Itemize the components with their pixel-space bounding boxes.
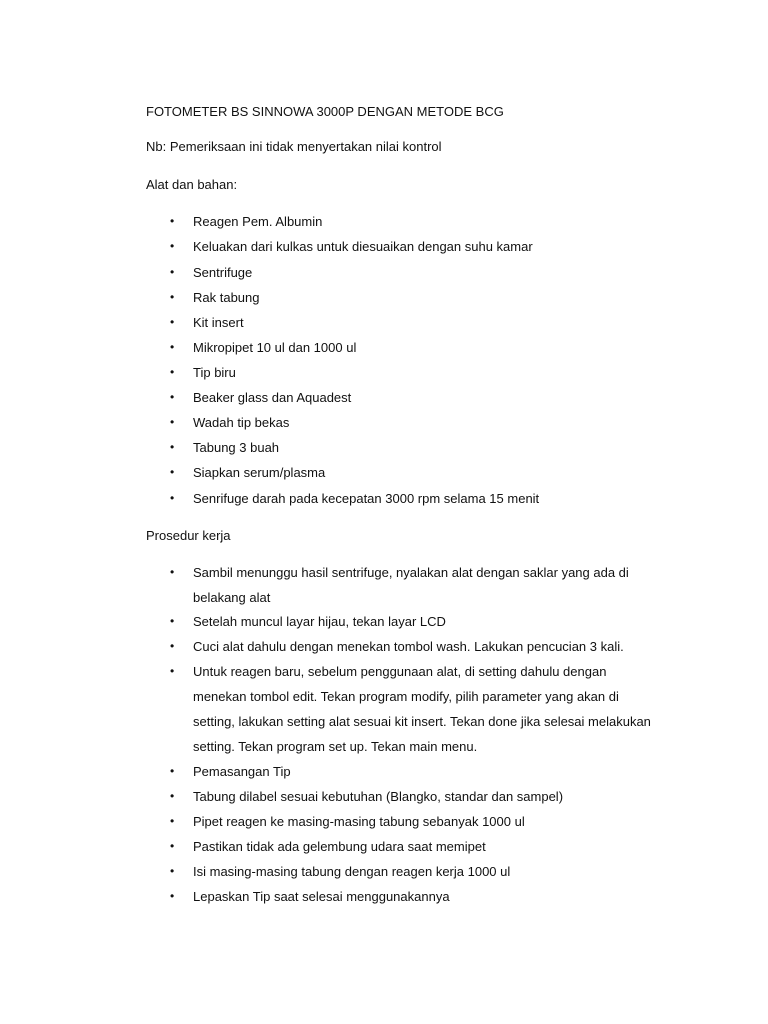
list-item-text: Sentrifuge <box>193 265 253 280</box>
note-text: Nb: Pemeriksaan ini tidak menyertakan nilai kontrol <box>146 139 442 154</box>
bullet-icon: • <box>170 290 175 304</box>
bullet-icon: • <box>170 265 175 279</box>
list-item-text: Pipet reagen ke masing-masing tabung sebanyak 1000 ul <box>193 814 525 829</box>
bullet-icon: • <box>170 889 175 903</box>
bullet-icon: • <box>170 214 175 228</box>
list-item-text: Tip biru <box>193 365 236 380</box>
list-item-text: Cuci alat dahulu dengan menekan tombol wash. Lakukan pencucian 3 kali. <box>193 639 624 654</box>
list-item-text: Kit insert <box>193 315 244 330</box>
bullet-icon: • <box>170 664 175 678</box>
bullet-icon: • <box>170 565 175 579</box>
list-item-text: Pastikan tidak ada gelembung udara saat memipet <box>193 839 486 854</box>
list-item-text: Setelah muncul layar hijau, tekan layar LCD <box>193 614 446 629</box>
list-item-text: Tabung 3 buah <box>193 440 280 455</box>
bullet-icon: • <box>170 839 175 853</box>
list-item-text: Lepaskan Tip saat selesai menggunakannya <box>193 889 450 904</box>
bullet-icon: • <box>170 390 175 404</box>
bullet-icon: • <box>170 639 175 653</box>
list-item-text: Untuk reagen baru, sebelum penggunaan alat, di setting dahulu dengan menekan tombol edit. Tekan program modify, pilih parameter yang akan di setting, lakukan setting alat sesuai kit insert. Tekan done jika selesai melakukan setting. Tekan program set up. Tekan main menu. <box>193 664 651 754</box>
list-item-text: Sambil menunggu hasil sentrifuge, nyalakan alat dengan saklar yang ada di belakang alat <box>193 565 629 605</box>
list-item-text: Mikropipet 10 ul dan 1000 ul <box>193 340 357 355</box>
bullet-icon: • <box>170 365 175 379</box>
list-item-text: Keluakan dari kulkas untuk diesuaikan dengan suhu kamar <box>193 239 533 254</box>
bullet-icon: • <box>170 415 175 429</box>
document-title: FOTOMETER BS SINNOWA 3000P DENGAN METODE BCG <box>146 104 504 119</box>
list-item-text: Pemasangan Tip <box>193 764 291 779</box>
bullet-icon: • <box>170 340 175 354</box>
list-item-text: Rak tabung <box>193 290 260 305</box>
bullet-icon: • <box>170 789 175 803</box>
list-item-text: Tabung dilabel sesuai kebutuhan (Blangko, standar dan sampel) <box>193 789 564 804</box>
bullet-icon: • <box>170 465 175 479</box>
bullet-icon: • <box>170 491 175 505</box>
bullet-icon: • <box>170 239 175 253</box>
bullet-icon: • <box>170 315 175 329</box>
procedure-heading: Prosedur kerja <box>146 528 231 543</box>
list-item-text: Wadah tip bekas <box>193 415 290 430</box>
list-item-text: Beaker glass dan Aquadest <box>193 390 352 405</box>
list-item-text: Isi masing-masing tabung dengan reagen kerja 1000 ul <box>193 864 511 879</box>
list-item-text: Senrifuge darah pada kecepatan 3000 rpm selama 15 menit <box>193 491 540 506</box>
materials-heading: Alat dan bahan: <box>146 177 238 192</box>
bullet-icon: • <box>170 440 175 454</box>
bullet-icon: • <box>170 614 175 628</box>
bullet-icon: • <box>170 814 175 828</box>
bullet-icon: • <box>170 764 175 778</box>
list-item-text: Siapkan serum/plasma <box>193 465 326 480</box>
bullet-icon: • <box>170 864 175 878</box>
list-item-text: Reagen Pem. Albumin <box>193 214 323 229</box>
